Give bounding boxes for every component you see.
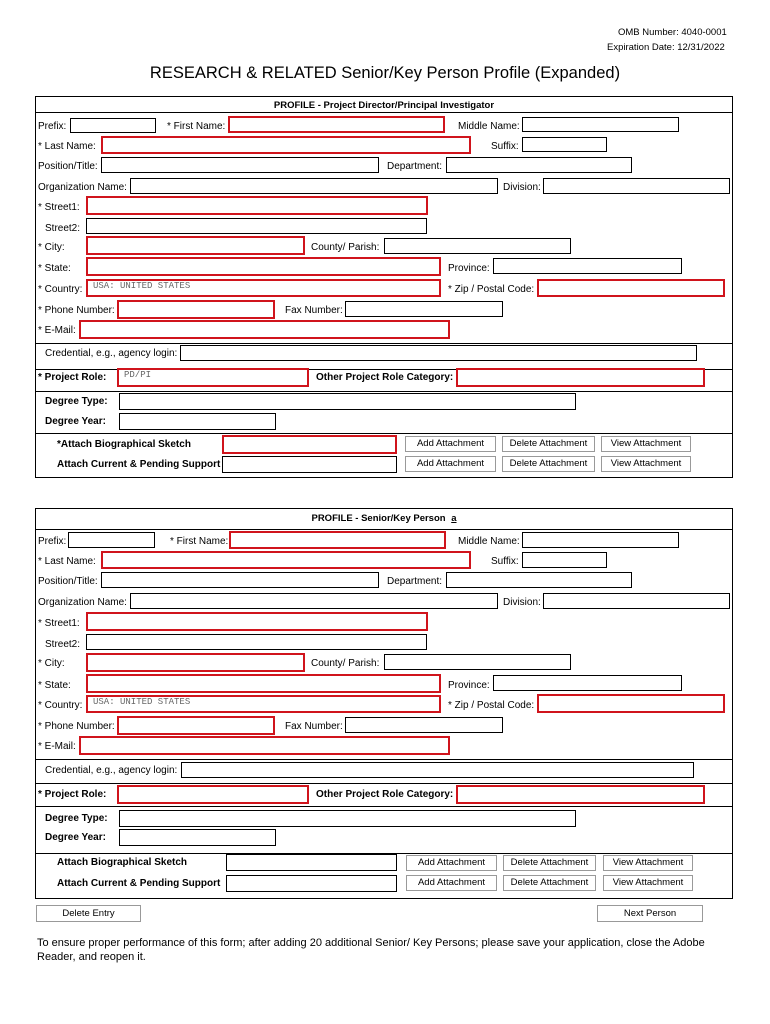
pi-zip-input[interactable] <box>537 279 725 297</box>
senior-degree-type-label: Degree Type: <box>45 813 108 824</box>
pi-phone-label: * Phone Number: <box>38 305 115 316</box>
senior-division-input[interactable] <box>543 593 730 609</box>
pi-current-add-attachment-button[interactable]: Add Attachment <box>405 456 496 472</box>
senior-prefix-label: Prefix: <box>38 536 67 547</box>
senior-fax-input[interactable] <box>345 717 503 733</box>
pi-bio-add-attachment-button[interactable]: Add Attachment <box>405 436 496 452</box>
senior-email-input[interactable] <box>79 736 450 755</box>
pi-province-label: Province: <box>448 263 490 274</box>
senior-suffix-input[interactable] <box>522 552 607 568</box>
pi-street1-input[interactable] <box>86 196 428 215</box>
senior-zip-input[interactable] <box>537 694 725 713</box>
pi-last-name-label: * Last Name: <box>38 141 96 152</box>
pi-suffix-label: Suffix: <box>491 141 519 152</box>
pi-organization-input[interactable] <box>130 178 498 194</box>
senior-degree-year-label: Degree Year: <box>45 832 106 843</box>
senior-street1-input[interactable] <box>86 612 428 631</box>
senior-zip-label: * Zip / Postal Code: <box>448 700 535 711</box>
senior-city-input[interactable] <box>86 653 305 672</box>
senior-city-label: * City: <box>38 658 65 669</box>
pi-prefix-label: Prefix: <box>38 121 67 132</box>
pi-province-input[interactable] <box>493 258 682 274</box>
senior-division-label: Division: <box>503 597 541 608</box>
senior-state-label: * State: <box>38 680 71 691</box>
senior-project-role-select[interactable] <box>117 785 309 804</box>
senior-middle-name-input[interactable] <box>522 532 679 548</box>
senior-attach-current-field[interactable] <box>226 875 397 892</box>
senior-province-input[interactable] <box>493 675 682 691</box>
senior-suffix-label: Suffix: <box>491 556 519 567</box>
senior-other-role-label: Other Project Role Category: <box>316 789 454 800</box>
senior-degree-year-input[interactable] <box>119 829 276 846</box>
pi-degree-year-label: Degree Year: <box>45 416 106 427</box>
pi-division-input[interactable] <box>543 178 730 194</box>
pi-zip-label: * Zip / Postal Code: <box>448 284 535 295</box>
pi-credential-input[interactable] <box>180 345 697 361</box>
pi-attach-current-label: Attach Current & Pending Support <box>57 459 221 470</box>
pi-other-role-label: Other Project Role Category: <box>316 372 454 383</box>
pi-department-input[interactable] <box>446 157 632 173</box>
senior-street2-input[interactable] <box>86 634 427 650</box>
senior-current-view-attachment-button[interactable]: View Attachment <box>603 875 693 891</box>
pi-first-name-input[interactable] <box>228 116 445 133</box>
pi-street2-input[interactable] <box>86 218 427 234</box>
senior-heading-index: a <box>451 513 457 524</box>
pi-phone-input[interactable] <box>117 300 275 319</box>
senior-section-heading <box>36 513 732 525</box>
pi-project-role-label: * Project Role: <box>38 372 107 383</box>
senior-attach-bio-field[interactable] <box>226 854 397 871</box>
senior-street2-label: Street2: <box>45 639 81 650</box>
senior-department-input[interactable] <box>446 572 632 588</box>
senior-first-name-label: * First Name: <box>170 536 229 547</box>
pi-fax-input[interactable] <box>345 301 503 317</box>
senior-fax-label: Fax Number: <box>285 721 343 732</box>
expiration-date: Expiration Date: 12/31/2022 <box>607 42 725 53</box>
senior-credential-input[interactable] <box>181 762 694 778</box>
pi-fax-label: Fax Number: <box>285 305 343 316</box>
senior-bio-delete-attachment-button[interactable]: Delete Attachment <box>503 855 596 871</box>
senior-last-name-input[interactable] <box>101 551 471 569</box>
senior-first-name-input[interactable] <box>229 531 446 549</box>
pi-street1-label: * Street1: <box>38 202 80 213</box>
pi-email-input[interactable] <box>79 320 450 339</box>
pi-other-role-input[interactable] <box>456 368 705 387</box>
omb-number: OMB Number: 4040-0001 <box>618 27 727 38</box>
pi-last-name-input[interactable] <box>101 136 471 154</box>
senior-phone-label: * Phone Number: <box>38 721 115 732</box>
pi-middle-name-label: Middle Name: <box>458 121 520 132</box>
pi-county-label: County/ Parish: <box>311 242 380 253</box>
senior-organization-label: Organization Name: <box>38 597 127 608</box>
senior-email-label: * E-Mail: <box>38 741 76 752</box>
pi-attach-current-field[interactable] <box>222 456 397 473</box>
pi-credential-label: Credential, e.g., agency login: <box>45 348 178 359</box>
senior-current-delete-attachment-button[interactable]: Delete Attachment <box>503 875 596 891</box>
delete-entry-button[interactable]: Delete Entry <box>36 905 141 922</box>
pi-current-view-attachment-button[interactable]: View Attachment <box>601 456 691 472</box>
pi-degree-year-input[interactable] <box>119 413 276 430</box>
pi-first-name-label: * First Name: <box>167 121 226 132</box>
senior-position-label: Position/Title: <box>38 576 98 587</box>
pi-bio-delete-attachment-button[interactable]: Delete Attachment <box>502 436 595 452</box>
pi-suffix-input[interactable] <box>522 137 607 152</box>
senior-prefix-input[interactable] <box>68 532 155 548</box>
senior-bio-view-attachment-button[interactable]: View Attachment <box>603 855 693 871</box>
senior-province-label: Province: <box>448 680 490 691</box>
footer-note: To ensure proper performance of this form; after adding 20 additional Senior/ Key Persons; please save your application, close the Adobe Reader, and reopen it. <box>37 937 705 963</box>
senior-phone-input[interactable] <box>117 716 275 735</box>
senior-organization-input[interactable] <box>130 593 498 609</box>
pi-section-heading: PROFILE - Project Director/Principal Investigator <box>273 100 495 111</box>
pi-position-label: Position/Title: <box>38 161 98 172</box>
pi-city-input[interactable] <box>86 236 305 255</box>
senior-attach-bio-label: Attach Biographical Sketch <box>57 857 188 868</box>
senior-position-input[interactable] <box>101 572 379 588</box>
pi-organization-label: Organization Name: <box>38 182 127 193</box>
next-person-button[interactable]: Next Person <box>597 905 703 922</box>
pi-country-label: * Country: <box>38 284 83 295</box>
senior-street1-label: * Street1: <box>38 618 80 629</box>
pi-state-label: * State: <box>38 263 71 274</box>
senior-project-role-label: * Project Role: <box>38 789 107 800</box>
pi-attach-bio-field[interactable] <box>222 435 397 454</box>
pi-attach-bio-label: *Attach Biographical Sketch <box>57 439 191 450</box>
pi-email-label: * E-Mail: <box>38 325 76 336</box>
pi-city-label: * City: <box>38 242 65 253</box>
pi-position-input[interactable] <box>101 157 379 173</box>
senior-country-label: * Country: <box>38 700 83 711</box>
senior-department-label: Department: <box>387 576 443 587</box>
senior-current-add-attachment-button[interactable]: Add Attachment <box>406 875 497 891</box>
pi-bio-view-attachment-button[interactable]: View Attachment <box>601 436 691 452</box>
pi-country-select[interactable]: USA: UNITED STATES <box>86 279 441 297</box>
senior-country-select[interactable]: USA: UNITED STATES <box>86 695 441 713</box>
pi-division-label: Division: <box>503 182 541 193</box>
senior-last-name-label: * Last Name: <box>38 556 96 567</box>
senior-heading-text: PROFILE - Senior/Key Person <box>311 513 446 524</box>
page-title: RESEARCH & RELATED Senior/Key Person Profile (Expanded) <box>149 64 621 82</box>
pi-degree-type-label: Degree Type: <box>45 396 108 407</box>
senior-attach-current-label: Attach Current & Pending Support <box>57 878 221 889</box>
pi-middle-name-input[interactable] <box>522 117 679 132</box>
pi-prefix-input[interactable] <box>70 118 156 133</box>
senior-other-role-input[interactable] <box>456 785 705 804</box>
pi-current-delete-attachment-button[interactable]: Delete Attachment <box>502 456 595 472</box>
senior-county-label: County/ Parish: <box>311 658 380 669</box>
senior-county-input[interactable] <box>384 654 571 670</box>
pi-state-input[interactable] <box>86 257 441 276</box>
pi-project-role-select[interactable]: PD/PI <box>117 368 309 387</box>
pi-degree-type-input[interactable] <box>119 393 576 410</box>
senior-degree-type-input[interactable] <box>119 810 576 827</box>
pi-county-input[interactable] <box>384 238 571 254</box>
pi-street2-label: Street2: <box>45 223 81 234</box>
senior-credential-label: Credential, e.g., agency login: <box>45 765 178 776</box>
pi-department-label: Department: <box>387 161 443 172</box>
senior-bio-add-attachment-button[interactable]: Add Attachment <box>406 855 497 871</box>
senior-state-input[interactable] <box>86 674 441 693</box>
senior-middle-name-label: Middle Name: <box>458 536 520 547</box>
